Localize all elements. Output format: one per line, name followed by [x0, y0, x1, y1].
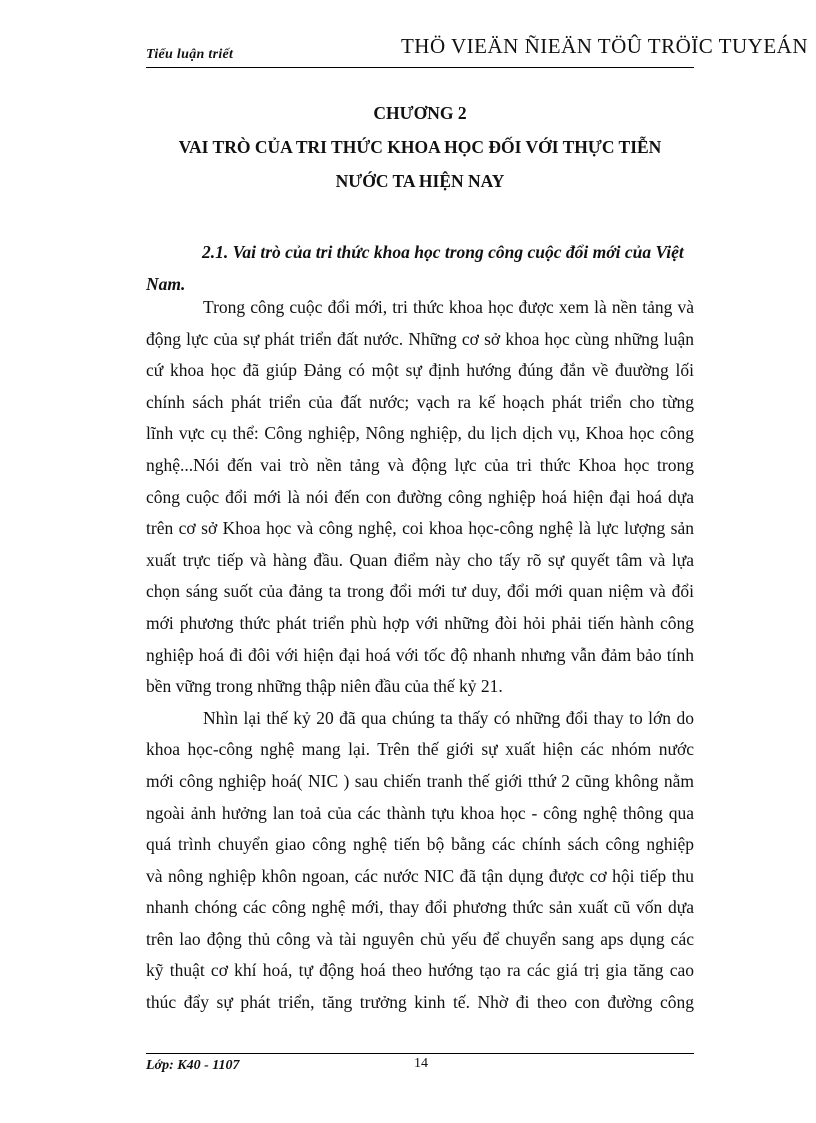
section-heading-line-2: Nam.: [146, 274, 186, 294]
paragraph-line: chính sách phát triển của đất nước; vạch ra kế hoạch phát triển cho từng: [146, 391, 694, 412]
paragraph-line: nghệ...Nói đến vai trò nền tảng và động lực của tri thức Khoa học trong: [146, 454, 694, 475]
chapter-title-line-2: NƯỚC TA HIỆN NAY: [335, 171, 505, 191]
paragraph-line: Nhìn lại thế kỷ 20 đã qua chúng ta thấy có những đổi thay to lớn do: [203, 707, 694, 728]
paragraph-line: nhanh chóng các công nghệ mới, thay đổi phương thức sản xuất cũ vốn dựa: [146, 897, 694, 918]
footer-class-label: Lớp: K40 - 1107: [146, 1058, 240, 1073]
paragraph-line: ngoài ảnh hưởng lan toả của các thành tựu khoa học - công nghệ thông qua: [146, 802, 694, 823]
paragraph-line: cứ khoa học đã giúp Đảng có một sự định hướng đúng đắn về đuường lối: [146, 360, 694, 381]
paragraph-line: lĩnh vực cụ thể: Công nghiệp, Nông nghiệp, du lịch dịch vụ, Khoa học công: [146, 423, 694, 444]
section-heading-line-1: 2.1. Vai trò của tri thức khoa học trong công cuộc đổi mới của Việt: [202, 242, 684, 262]
chapter-title-line-1: VAI TRÒ CỦA TRI THỨC KHOA HỌC ĐỐI VỚI THỰC TIỄN: [178, 137, 662, 157]
paragraph-line: bền vững trong những thập niên đầu của thế kỷ 21.: [146, 676, 503, 697]
paragraph-line: mới phương thức phát triển phù hợp với những đòi hỏi phải tiến hành công: [146, 612, 694, 633]
body-text: [146, 292, 694, 1019]
paragraph-line: nghiệp hoá đi đôi với hiện đại hoá với tốc độ nhanh nhưng vẫn đảm bảo tính: [146, 644, 694, 665]
header-course-title: Tiểu luận triết: [146, 47, 234, 62]
header-divider: [146, 67, 694, 68]
paragraph-line: kỹ thuật cơ khí hoá, tự động hoá theo hướng tạo ra các giá trị gia tăng cao: [146, 960, 694, 981]
header-library-banner: THÖ VIEÄN ÑIEÄN TÖÛ TRÖÏC TUYEÁN: [400, 34, 808, 58]
footer-divider: [146, 1053, 694, 1054]
section-heading: [146, 236, 694, 300]
paragraph-line: trên lao động thủ công và tài nguyên chủ yếu để chuyển sang aps dụng các: [146, 928, 694, 949]
paragraph-line: khoa học-công nghệ mang lại. Trên thế giới sự xuất hiện các nhóm nước: [146, 739, 694, 760]
paragraph-line: mới công nghiệp hoá( NIC ) sau chiến tranh thế giới tthứ 2 cũng không nằm: [146, 770, 694, 791]
page-number: 14: [414, 1056, 428, 1071]
paragraph-line: chọn sáng suốt của đảng ta trong đổi mới tư duy, đổi mới quan niệm và đổi: [146, 581, 694, 602]
chapter-number: CHƯƠNG 2: [373, 103, 467, 123]
paragraph-line: quá trình chuyển giao công nghệ tiến bộ bằng các chính sách công nghiệp: [146, 834, 694, 855]
paragraph-line: công cuộc đổi mới là nói đến con đường công nghiệp hoá hiện đại hoá dựa: [146, 486, 694, 507]
paragraph-line: xuất trực tiếp và hàng đầu. Quan điểm này cho tấy rõ sự quyết tâm và lựa: [146, 549, 694, 570]
paragraph-line: trên cơ sở Khoa học và công nghệ, coi khoa học-công nghệ là lực lượng sản: [146, 518, 694, 539]
paragraph-line: và nông nghiệp khôn ngoan, các nước NIC đã tận dụng được cơ hội tiếp thu: [146, 865, 694, 886]
paragraph-line: Trong công cuộc đổi mới, tri thức khoa học được xem là nền tảng và: [203, 297, 694, 317]
paragraph-line: thúc đẩy sự phát triển, tăng trưởng kinh tế. Nhờ đi theo con đường công: [146, 992, 694, 1013]
chapter-heading: [146, 96, 694, 198]
paragraph-line: động lực của sự phát triển đất nước. Những cơ sở khoa học cùng những luận: [146, 328, 694, 349]
